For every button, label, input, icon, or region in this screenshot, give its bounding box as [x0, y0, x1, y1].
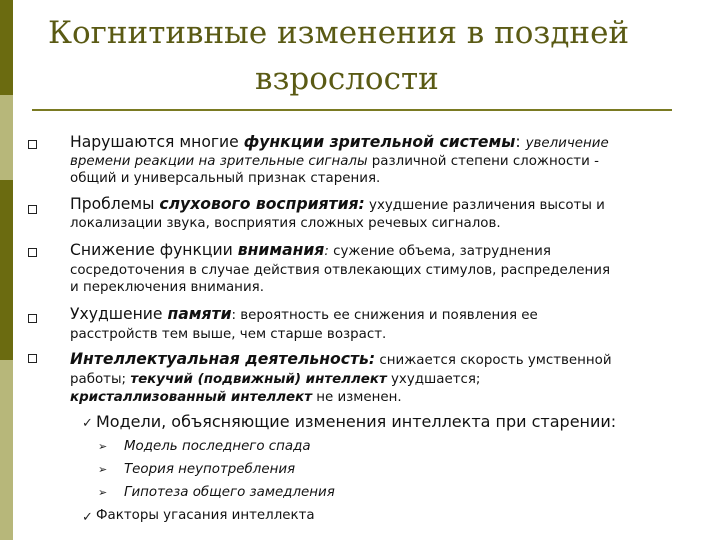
emphasis: слухового восприятия: [159, 195, 365, 213]
text: Нарушаются многие [70, 133, 244, 151]
square-bullet-icon [28, 140, 37, 149]
square-bullet-icon [28, 354, 37, 363]
arrow-bullet-icon: ➢ [98, 440, 108, 453]
checkmark-icon: ✓ [82, 510, 93, 525]
model-item: Модель последнего спада [124, 439, 311, 454]
arrow-bullet-icon: ➢ [98, 486, 108, 499]
arrow-bullet-icon: ➢ [98, 463, 108, 476]
emphasis: Интеллектуальная деятельность: [70, 350, 376, 368]
slide-title [20, 10, 700, 102]
text: локализации звука, восприятия сложных речевых сигналов. [70, 216, 501, 231]
model-item: Теория неупотребления [124, 462, 296, 477]
text: : вероятность ее снижения и появления ее [231, 308, 538, 323]
title-line-1: Когнитивные изменения в поздней [48, 15, 630, 51]
text: Проблемы [70, 195, 160, 213]
text: общий и универсальный признак старения. [70, 171, 381, 186]
text: ухудшается; [386, 372, 481, 387]
emphasis: внимания [237, 241, 325, 259]
text: работы; [70, 372, 131, 387]
models-heading: Модели, объясняющие изменения интеллекта при старении: [96, 412, 617, 431]
text: снижается скорость умственной [375, 353, 612, 368]
text: различной степени сложности - [367, 154, 599, 169]
text: ухудшение различения высоты и [364, 198, 605, 213]
text: : [515, 133, 526, 151]
square-bullet-icon [28, 314, 37, 323]
emphasis: кристаллизованный интеллект [70, 390, 312, 405]
factors-item: Факторы угасания интеллекта [96, 508, 315, 523]
square-bullet-icon [28, 248, 37, 257]
text: не изменен. [311, 390, 402, 405]
emphasis: функции зрительной системы [243, 133, 516, 151]
text: расстройств тем выше, чем старше возраст. [70, 327, 387, 342]
text: : [324, 244, 334, 259]
text: Снижение функции [70, 241, 238, 259]
model-item: Гипотеза общего замедления [124, 485, 335, 500]
text: сосредоточения в случае действия отвлекающих стимулов, распределения [70, 263, 611, 278]
emphasis: текучий (подвижный) интеллект [130, 372, 387, 387]
text: сужение объема, затруднения [333, 244, 551, 259]
sidebar-decoration [0, 0, 13, 540]
text: и переключения внимания. [70, 280, 264, 295]
text: увеличение [525, 136, 609, 151]
text: времени реакции на зрительные сигналы [70, 154, 368, 169]
square-bullet-icon [28, 205, 37, 214]
title-underline [32, 109, 672, 111]
text: Ухудшение [70, 305, 168, 323]
title-line-2: взрослости [255, 61, 439, 97]
emphasis: памяти [167, 305, 232, 323]
checkmark-icon: ✓ [82, 416, 93, 431]
